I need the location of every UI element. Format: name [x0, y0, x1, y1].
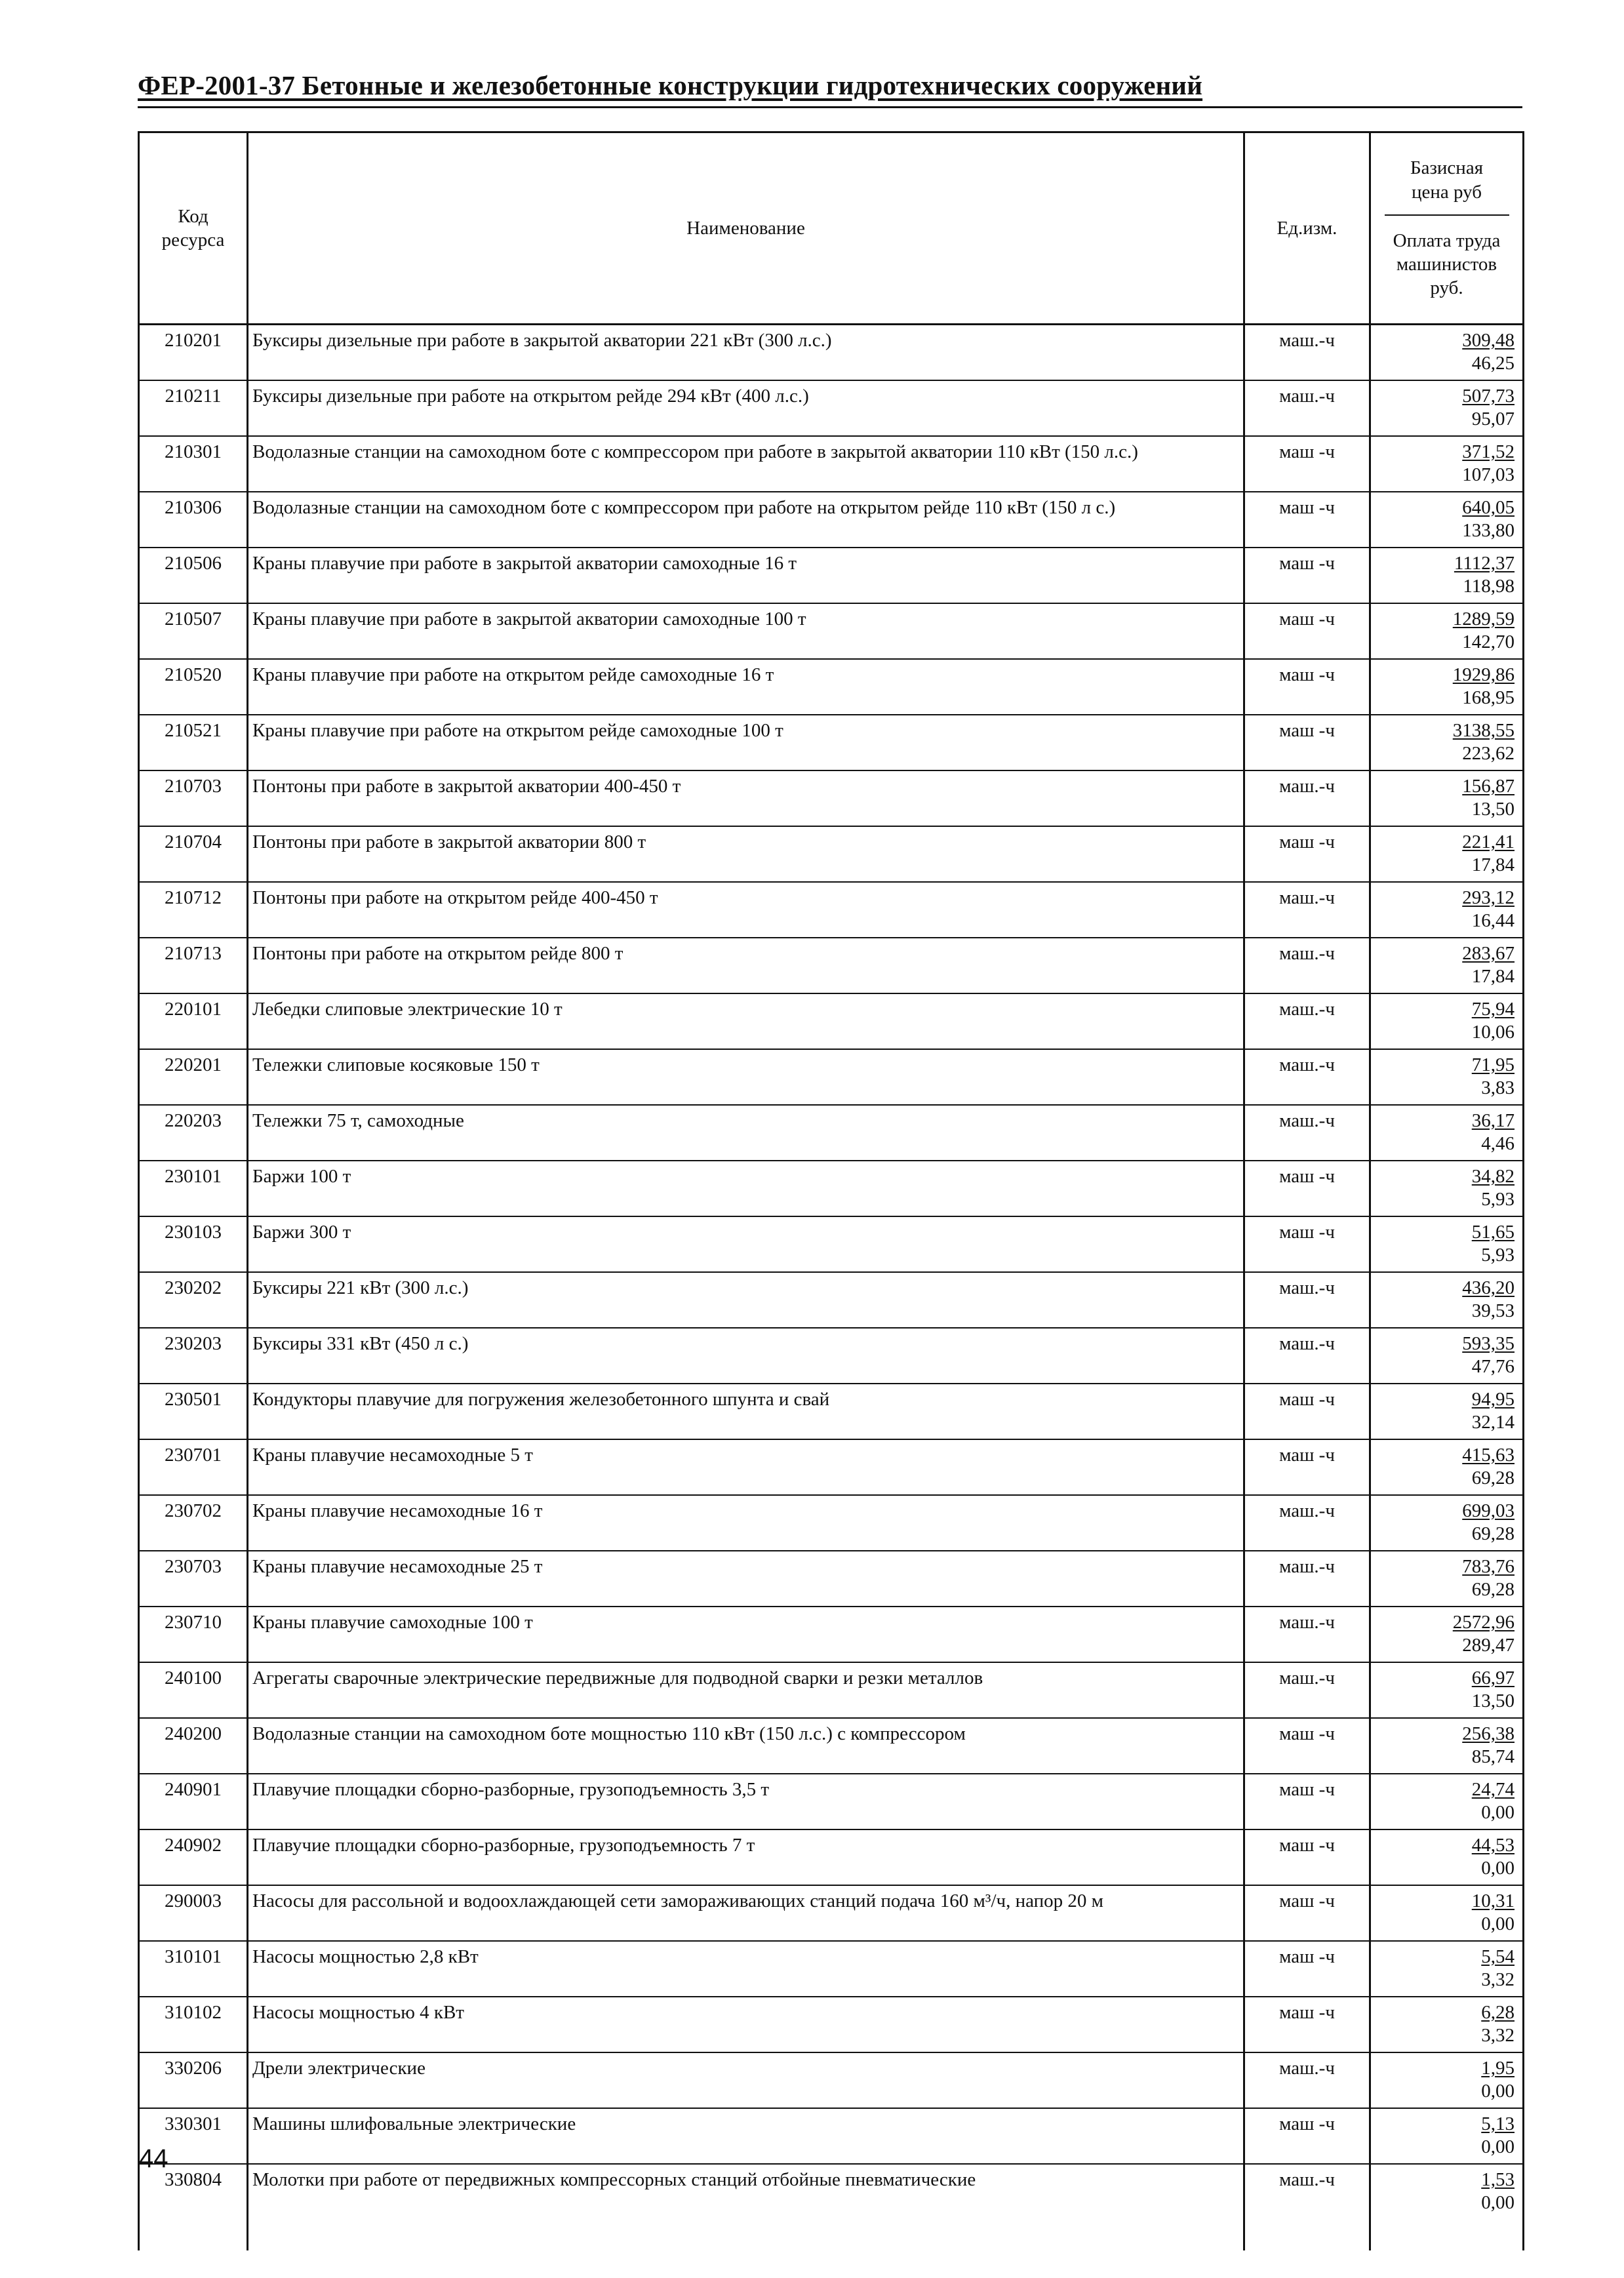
price-base-value: 783,76 — [1462, 1556, 1515, 1577]
cell-price — [1370, 603, 1524, 659]
cell-resource-name: Плавучие площадки сборно-разборные, грузоподъемность 7 т — [248, 1829, 1244, 1885]
cell-unit: маш -ч — [1244, 1829, 1370, 1885]
price-wage-value: 17,84 — [1471, 854, 1515, 875]
table-row — [139, 1607, 1524, 1662]
cell-resource-name: Молотки при работе от передвижных компрессорных станций отбойные пневматические — [248, 2164, 1244, 2250]
price-base-value: 5,13 — [1481, 2113, 1515, 2134]
table-row — [139, 826, 1524, 882]
price-wage-value: 3,32 — [1481, 2024, 1515, 2046]
cell-unit: маш.-ч — [1244, 1272, 1370, 1328]
cell-resource-name: Водолазные станции на самоходном боте с компрессором при работе на открытом рейде 110 кВт (150 л с.) — [248, 492, 1244, 548]
cell-resource-code: 210713 — [139, 938, 248, 993]
price-base-value: 436,20 — [1462, 1277, 1515, 1298]
table-header-row — [139, 132, 1524, 325]
table-row — [139, 325, 1524, 381]
cell-resource-code: 230202 — [139, 1272, 248, 1328]
cell-unit: маш -ч — [1244, 1384, 1370, 1439]
resource-price-table — [138, 131, 1524, 2250]
cell-price — [1370, 1829, 1524, 1885]
cell-resource-name: Краны плавучие несамоходные 5 т — [248, 1439, 1244, 1495]
table-row — [139, 1384, 1524, 1439]
cell-resource-name: Баржи 100 т — [248, 1161, 1244, 1216]
price-base-value: 10,31 — [1471, 1890, 1515, 1911]
table-row — [139, 1272, 1524, 1328]
cell-unit: маш -ч — [1244, 1997, 1370, 2052]
cell-price — [1370, 548, 1524, 603]
cell-resource-code: 240902 — [139, 1829, 248, 1885]
cell-price — [1370, 938, 1524, 993]
price-base-value: 94,95 — [1471, 1389, 1515, 1410]
cell-resource-name: Понтоны при работе на открытом рейде 800 т — [248, 938, 1244, 993]
cell-resource-code: 210712 — [139, 882, 248, 938]
cell-unit: маш -ч — [1244, 2108, 1370, 2164]
price-wage-value: 0,00 — [1481, 1913, 1515, 1934]
cell-resource-name: Машины шлифовальные электрические — [248, 2108, 1244, 2164]
price-wage-value: 3,32 — [1481, 1968, 1515, 1990]
cell-resource-name: Краны плавучие при работе в закрытой акватории самоходные 16 т — [248, 548, 1244, 603]
cell-resource-code: 230701 — [139, 1439, 248, 1495]
price-wage-value: 0,00 — [1481, 1857, 1515, 1879]
price-base-value: 1929,86 — [1452, 664, 1515, 685]
cell-price — [1370, 1161, 1524, 1216]
cell-unit: маш.-ч — [1244, 938, 1370, 993]
price-wage-value: 118,98 — [1463, 575, 1515, 597]
table-row — [139, 938, 1524, 993]
cell-resource-code: 240901 — [139, 1774, 248, 1829]
cell-price — [1370, 325, 1524, 381]
cell-unit: маш -ч — [1244, 548, 1370, 603]
price-wage-value: 69,28 — [1471, 1467, 1515, 1489]
cell-price — [1370, 1328, 1524, 1384]
price-base-value: 283,67 — [1462, 943, 1515, 964]
page-number: 44 — [139, 2144, 168, 2173]
cell-price — [1370, 380, 1524, 436]
header-unit: Ед.изм. — [1244, 132, 1370, 325]
page-header-title: ФЕР-2001-37 Бетонные и железобетонные конструкции гидротехнических сооружений — [138, 70, 1203, 100]
cell-resource-code: 210201 — [139, 325, 248, 381]
price-base-value: 309,48 — [1462, 330, 1515, 351]
cell-resource-code: 220101 — [139, 993, 248, 1049]
cell-resource-name: Краны плавучие несамоходные 25 т — [248, 1551, 1244, 1607]
price-wage-value: 16,44 — [1471, 909, 1515, 931]
cell-resource-name: Понтоны при работе в закрытой акватории 400-450 т — [248, 770, 1244, 826]
price-base-value: 44,53 — [1471, 1835, 1515, 1856]
cell-resource-code: 310101 — [139, 1941, 248, 1997]
cell-resource-name: Насосы мощностью 2,8 кВт — [248, 1941, 1244, 1997]
price-base-value: 1289,59 — [1452, 609, 1515, 629]
price-base-value: 5,54 — [1481, 1946, 1515, 1967]
cell-resource-code: 230103 — [139, 1216, 248, 1272]
cell-price — [1370, 436, 1524, 492]
cell-resource-code: 230702 — [139, 1495, 248, 1551]
cell-unit: маш.-ч — [1244, 325, 1370, 381]
cell-resource-name: Краны плавучие при работе на открытом рейде самоходные 100 т — [248, 715, 1244, 770]
table-row — [139, 1328, 1524, 1384]
header-price-wage: Оплата труда машинистов руб. — [1393, 230, 1501, 299]
table-row — [139, 1049, 1524, 1105]
price-wage-value: 133,80 — [1462, 519, 1515, 541]
cell-resource-name: Водолазные станции на самоходном боте мощностью 110 кВт (150 л.с.) с компрессором — [248, 1718, 1244, 1774]
cell-resource-code: 210506 — [139, 548, 248, 603]
cell-price — [1370, 1049, 1524, 1105]
price-wage-value: 13,50 — [1471, 798, 1515, 820]
cell-unit: маш.-ч — [1244, 770, 1370, 826]
header-price — [1370, 132, 1524, 325]
price-wage-value: 32,14 — [1471, 1411, 1515, 1433]
price-base-value: 51,65 — [1471, 1222, 1515, 1243]
cell-resource-code: 330804 — [139, 2164, 248, 2250]
table-row — [139, 492, 1524, 548]
price-base-value: 34,82 — [1471, 1166, 1515, 1187]
table-row — [139, 2164, 1524, 2250]
cell-resource-code: 210704 — [139, 826, 248, 882]
cell-price — [1370, 492, 1524, 548]
price-wage-value: 223,62 — [1462, 742, 1515, 764]
price-wage-value: 95,07 — [1471, 408, 1515, 430]
cell-resource-name: Плавучие площадки сборно-разборные, грузоподъемность 3,5 т — [248, 1774, 1244, 1829]
cell-resource-name: Агрегаты сварочные электрические передвижные для подводной сварки и резки металлов — [248, 1662, 1244, 1718]
price-wage-value: 0,00 — [1481, 2080, 1515, 2102]
cell-resource-code: 230703 — [139, 1551, 248, 1607]
cell-resource-code: 210520 — [139, 659, 248, 715]
cell-resource-code: 210211 — [139, 380, 248, 436]
header-code-label: Код ресурса — [161, 205, 225, 250]
header-price-separator — [1385, 214, 1509, 216]
price-base-value: 640,05 — [1462, 497, 1515, 518]
cell-resource-code: 230710 — [139, 1607, 248, 1662]
cell-unit: маш.-ч — [1244, 1551, 1370, 1607]
price-base-value: 371,52 — [1462, 441, 1515, 462]
cell-resource-name: Лебедки слиповые электрические 10 т — [248, 993, 1244, 1049]
table-row — [139, 1662, 1524, 1718]
cell-resource-name: Буксиры 331 кВт (450 л с.) — [248, 1328, 1244, 1384]
price-wage-value: 3,83 — [1481, 1077, 1515, 1098]
price-base-value: 71,95 — [1471, 1054, 1515, 1075]
cell-unit: маш.-ч — [1244, 380, 1370, 436]
table-row — [139, 882, 1524, 938]
cell-unit: маш -ч — [1244, 492, 1370, 548]
header-name: Наименование — [248, 132, 1244, 325]
cell-unit: маш.-ч — [1244, 1607, 1370, 1662]
cell-unit: маш -ч — [1244, 1941, 1370, 1997]
price-base-value: 66,97 — [1471, 1668, 1515, 1689]
cell-unit: маш.-ч — [1244, 1662, 1370, 1718]
cell-resource-code: 220201 — [139, 1049, 248, 1105]
cell-unit: маш -ч — [1244, 715, 1370, 770]
price-wage-value: 168,95 — [1462, 687, 1515, 708]
table-row — [139, 2108, 1524, 2164]
cell-unit: маш.-ч — [1244, 2052, 1370, 2108]
cell-price — [1370, 1105, 1524, 1161]
cell-resource-code: 210703 — [139, 770, 248, 826]
cell-price — [1370, 1216, 1524, 1272]
cell-unit: маш -ч — [1244, 1216, 1370, 1272]
cell-unit: маш -ч — [1244, 1439, 1370, 1495]
cell-unit: маш -ч — [1244, 436, 1370, 492]
cell-price — [1370, 826, 1524, 882]
cell-resource-code: 310102 — [139, 1997, 248, 2052]
cell-resource-name: Дрели электрические — [248, 2052, 1244, 2108]
cell-price — [1370, 770, 1524, 826]
cell-resource-code: 220203 — [139, 1105, 248, 1161]
cell-price — [1370, 1551, 1524, 1607]
price-wage-value: 5,93 — [1481, 1244, 1515, 1266]
cell-price — [1370, 1718, 1524, 1774]
cell-resource-name: Насосы мощностью 4 кВт — [248, 1997, 1244, 2052]
cell-price — [1370, 882, 1524, 938]
cell-resource-name: Насосы для рассольной и водоохлаждающей сети замораживающих станций подача 160 м³/ч, напор 20 м — [248, 1885, 1244, 1941]
cell-resource-name: Тележки слиповые косяковые 150 т — [248, 1049, 1244, 1105]
cell-resource-name: Буксиры дизельные при работе на открытом рейде 294 кВт (400 л.с.) — [248, 380, 1244, 436]
cell-unit: маш -ч — [1244, 603, 1370, 659]
table-row — [139, 380, 1524, 436]
price-wage-value: 39,53 — [1471, 1300, 1515, 1321]
price-base-value: 293,12 — [1462, 887, 1515, 908]
cell-unit: маш.-ч — [1244, 1495, 1370, 1551]
price-base-value: 2572,96 — [1452, 1612, 1515, 1633]
price-wage-value: 289,47 — [1462, 1634, 1515, 1656]
cell-price — [1370, 1384, 1524, 1439]
price-base-value: 221,41 — [1462, 831, 1515, 852]
price-wage-value: 85,74 — [1471, 1746, 1515, 1767]
price-base-value: 256,38 — [1462, 1723, 1515, 1744]
cell-resource-name: Баржи 300 т — [248, 1216, 1244, 1272]
cell-price — [1370, 1272, 1524, 1328]
cell-price — [1370, 1662, 1524, 1718]
cell-unit: маш -ч — [1244, 1774, 1370, 1829]
cell-unit: маш.-ч — [1244, 1105, 1370, 1161]
price-base-value: 6,28 — [1481, 2002, 1515, 2023]
cell-resource-code: 230501 — [139, 1384, 248, 1439]
price-base-value: 593,35 — [1462, 1333, 1515, 1354]
cell-resource-code: 210521 — [139, 715, 248, 770]
price-base-value: 1,95 — [1481, 2058, 1515, 2079]
table-row — [139, 1774, 1524, 1829]
price-base-value: 3138,55 — [1452, 720, 1515, 741]
cell-unit: маш.-ч — [1244, 1328, 1370, 1384]
cell-resource-code: 210306 — [139, 492, 248, 548]
cell-price — [1370, 1997, 1524, 2052]
cell-unit: маш -ч — [1244, 1161, 1370, 1216]
table-row — [139, 993, 1524, 1049]
cell-resource-code: 240200 — [139, 1718, 248, 1774]
cell-resource-name: Краны плавучие самоходные 100 т — [248, 1607, 1244, 1662]
table-row — [139, 548, 1524, 603]
cell-unit: маш -ч — [1244, 659, 1370, 715]
price-wage-value: 5,93 — [1481, 1188, 1515, 1210]
cell-price — [1370, 2052, 1524, 2108]
table-row — [139, 1216, 1524, 1272]
price-wage-value: 46,25 — [1471, 352, 1515, 374]
table-row — [139, 1829, 1524, 1885]
table-row — [139, 1718, 1524, 1774]
price-wage-value: 69,28 — [1471, 1523, 1515, 1544]
price-wage-value: 69,28 — [1471, 1578, 1515, 1600]
cell-resource-name: Буксиры 221 кВт (300 л.с.) — [248, 1272, 1244, 1328]
cell-resource-name: Краны плавучие несамоходные 16 т — [248, 1495, 1244, 1551]
cell-resource-name: Краны плавучие при работе в закрытой акватории самоходные 100 т — [248, 603, 1244, 659]
cell-price — [1370, 659, 1524, 715]
cell-resource-code: 290003 — [139, 1885, 248, 1941]
cell-resource-code: 210301 — [139, 436, 248, 492]
cell-resource-code: 240100 — [139, 1662, 248, 1718]
cell-price — [1370, 1941, 1524, 1997]
cell-price — [1370, 1885, 1524, 1941]
table-row — [139, 603, 1524, 659]
header-code — [139, 132, 248, 325]
cell-unit: маш -ч — [1244, 1885, 1370, 1941]
price-wage-value: 10,06 — [1471, 1021, 1515, 1043]
price-wage-value: 0,00 — [1481, 1801, 1515, 1823]
cell-resource-name: Понтоны при работе на открытом рейде 400-450 т — [248, 882, 1244, 938]
cell-resource-code: 330301 — [139, 2108, 248, 2164]
price-wage-value: 142,70 — [1462, 631, 1515, 652]
price-wage-value: 107,03 — [1462, 464, 1515, 485]
table-row — [139, 2052, 1524, 2108]
cell-price — [1370, 2164, 1524, 2250]
cell-price — [1370, 1607, 1524, 1662]
table-row — [139, 1495, 1524, 1551]
cell-resource-name: Буксиры дизельные при работе в закрытой акватории 221 кВт (300 л.с.) — [248, 325, 1244, 381]
table-row — [139, 1941, 1524, 1997]
cell-resource-name: Кондукторы плавучие для погружения железобетонного шпунта и свай — [248, 1384, 1244, 1439]
table-row — [139, 1885, 1524, 1941]
price-base-value: 1112,37 — [1454, 553, 1515, 574]
cell-resource-name: Понтоны при работе в закрытой акватории 800 т — [248, 826, 1244, 882]
table-row — [139, 1997, 1524, 2052]
price-base-value: 507,73 — [1462, 386, 1515, 407]
header-rule — [138, 106, 1522, 108]
table-body — [139, 325, 1524, 2251]
cell-unit: маш -ч — [1244, 826, 1370, 882]
table-row — [139, 1439, 1524, 1495]
price-base-value: 699,03 — [1462, 1500, 1515, 1521]
price-base-value: 75,94 — [1471, 999, 1515, 1020]
price-wage-value: 13,50 — [1471, 1690, 1515, 1711]
price-base-value: 156,87 — [1462, 776, 1515, 797]
price-base-value: 36,17 — [1471, 1110, 1515, 1131]
cell-resource-code: 210507 — [139, 603, 248, 659]
cell-resource-code: 230203 — [139, 1328, 248, 1384]
header-price-base: Базисная цена руб — [1410, 157, 1484, 203]
price-wage-value: 0,00 — [1481, 2136, 1515, 2157]
cell-price — [1370, 1439, 1524, 1495]
price-wage-value: 4,46 — [1481, 1132, 1515, 1154]
cell-price — [1370, 1774, 1524, 1829]
cell-resource-name: Тележки 75 т, самоходные — [248, 1105, 1244, 1161]
price-wage-value: 47,76 — [1471, 1355, 1515, 1377]
table-row — [139, 1551, 1524, 1607]
table-row — [139, 770, 1524, 826]
table-row — [139, 1105, 1524, 1161]
table-row — [139, 715, 1524, 770]
price-wage-value: 17,84 — [1471, 965, 1515, 987]
price-wage-value: 0,00 — [1481, 2191, 1515, 2213]
cell-resource-name: Краны плавучие при работе на открытом рейде самоходные 16 т — [248, 659, 1244, 715]
cell-price — [1370, 715, 1524, 770]
cell-unit: маш -ч — [1244, 1718, 1370, 1774]
cell-unit: маш.-ч — [1244, 993, 1370, 1049]
cell-resource-code: 230101 — [139, 1161, 248, 1216]
price-base-value: 415,63 — [1462, 1445, 1515, 1466]
cell-resource-code: 330206 — [139, 2052, 248, 2108]
cell-resource-name: Водолазные станции на самоходном боте с компрессором при работе в закрытой акватории 110 кВт (150 л.с.) — [248, 436, 1244, 492]
price-base-value: 24,74 — [1471, 1779, 1515, 1800]
table-row — [139, 436, 1524, 492]
cell-unit: маш.-ч — [1244, 882, 1370, 938]
cell-unit: маш.-ч — [1244, 2164, 1370, 2250]
cell-price — [1370, 993, 1524, 1049]
cell-price — [1370, 2108, 1524, 2164]
cell-unit: маш.-ч — [1244, 1049, 1370, 1105]
cell-price — [1370, 1495, 1524, 1551]
table-row — [139, 659, 1524, 715]
table-row — [139, 1161, 1524, 1216]
price-base-value: 1,53 — [1481, 2169, 1515, 2190]
